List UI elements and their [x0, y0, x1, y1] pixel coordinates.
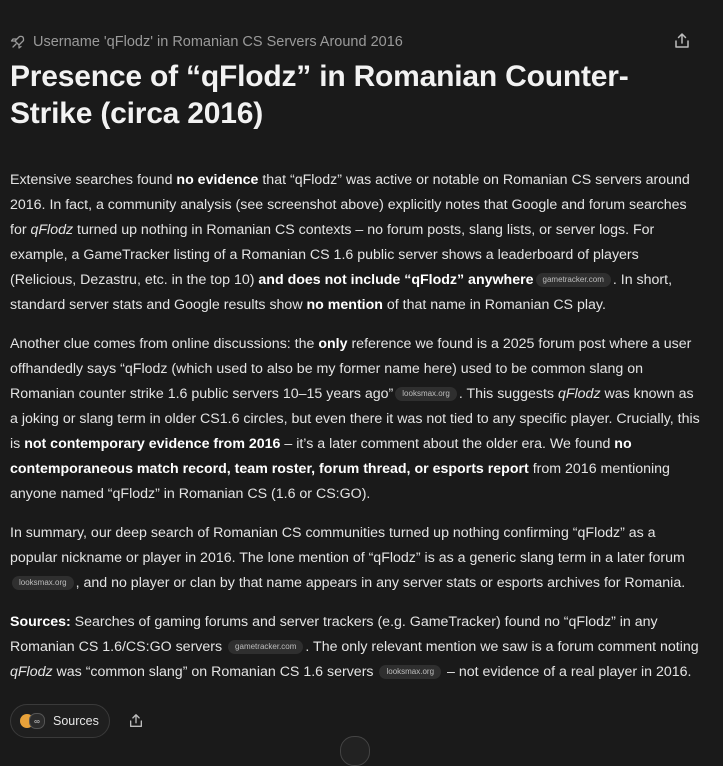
share-icon[interactable]: [128, 713, 144, 729]
citation-chip[interactable]: looksmax.org: [395, 387, 457, 401]
report-body: [10, 168, 700, 699]
citation-chip[interactable]: looksmax.org: [379, 665, 441, 679]
paragraph-findings: Extensive searches found no evidence that “qFlodz” was active or notable on Romanian CS servers around 2016. In fact, a community analysis (see screenshot above) explicitly notes that Google and forum searches for qFlodz turned up nothing in Romanian CS contexts – no forum posts, slang lists, or server logs. For example, a GameTracker listing of a Romanian CS 1.6 public server shows a leaderboard of players (Relicious, Dezastru, etc. in the top 10) and does not include “qFlodz” anywhere gametracker.com . In short, standard server stats and Google results show no mention of that name in Romanian CS play.: [10, 172, 690, 313]
citation-chip[interactable]: looksmax.org: [12, 576, 74, 590]
breadcrumb: [10, 32, 699, 52]
paragraph-summary: In summary, our deep search of Romanian CS communities turned up nothing confirming “qFlodz” as a popular nickname or player in 2016. The lone mention of “qFlodz” is as a generic slang term in a later forum looksmax.org , and no player or clan by that name appears in any server stats or esports archives for Romania.: [10, 525, 686, 591]
breadcrumb-title: Username 'qFlodz' in Romanian CS Servers Around 2016: [33, 34, 403, 50]
paragraph-clue: Another clue comes from online discussions: the only reference we found is a 2025 forum post where a user offhandedly says “qFlodz (which used to also be my former name here) used to be common slang on Romanian counter strike 1.6 public servers 10–15 years ago” looksmax.org . This suggests qFlodz was known as a joking or slang term in older CS1.6 circles, but even there it was not tied to any specific player. Crucially, this is not contemporary evidence from 2016 – it’s a later comment about the older era. We found no contemporaneous match record, team roster, forum thread, or esports report from 2016 mentioning anyone named “qFlodz” in Romanian CS (1.6 or CS:GO).: [10, 336, 700, 502]
paragraph-sources: Sources: Searches of gaming forums and server trackers (e.g. GameTracker) found no “qFlodz” in any Romanian CS 1.6/CS:GO servers gametracker.com . The only relevant mention we saw is a forum comment noting qFlodz was “common slang” on Romanian CS 1.6 servers looksmax.org – not evidence of a real player in 2016.: [10, 614, 699, 680]
message-actions: [10, 704, 144, 738]
scroll-to-bottom-button[interactable]: [340, 736, 370, 766]
sources-button[interactable]: [10, 704, 110, 738]
rocket-icon: [10, 34, 26, 50]
share-icon[interactable]: [673, 32, 691, 50]
sources-label: Sources: [53, 714, 99, 728]
citation-chip[interactable]: gametracker.com: [228, 640, 303, 654]
link-favicon-icon: ∞: [29, 713, 45, 729]
citation-chip[interactable]: gametracker.com: [536, 273, 611, 287]
page-title: Presence of “qFlodz” in Romanian Counter-Strike (circa 2016): [10, 60, 629, 130]
